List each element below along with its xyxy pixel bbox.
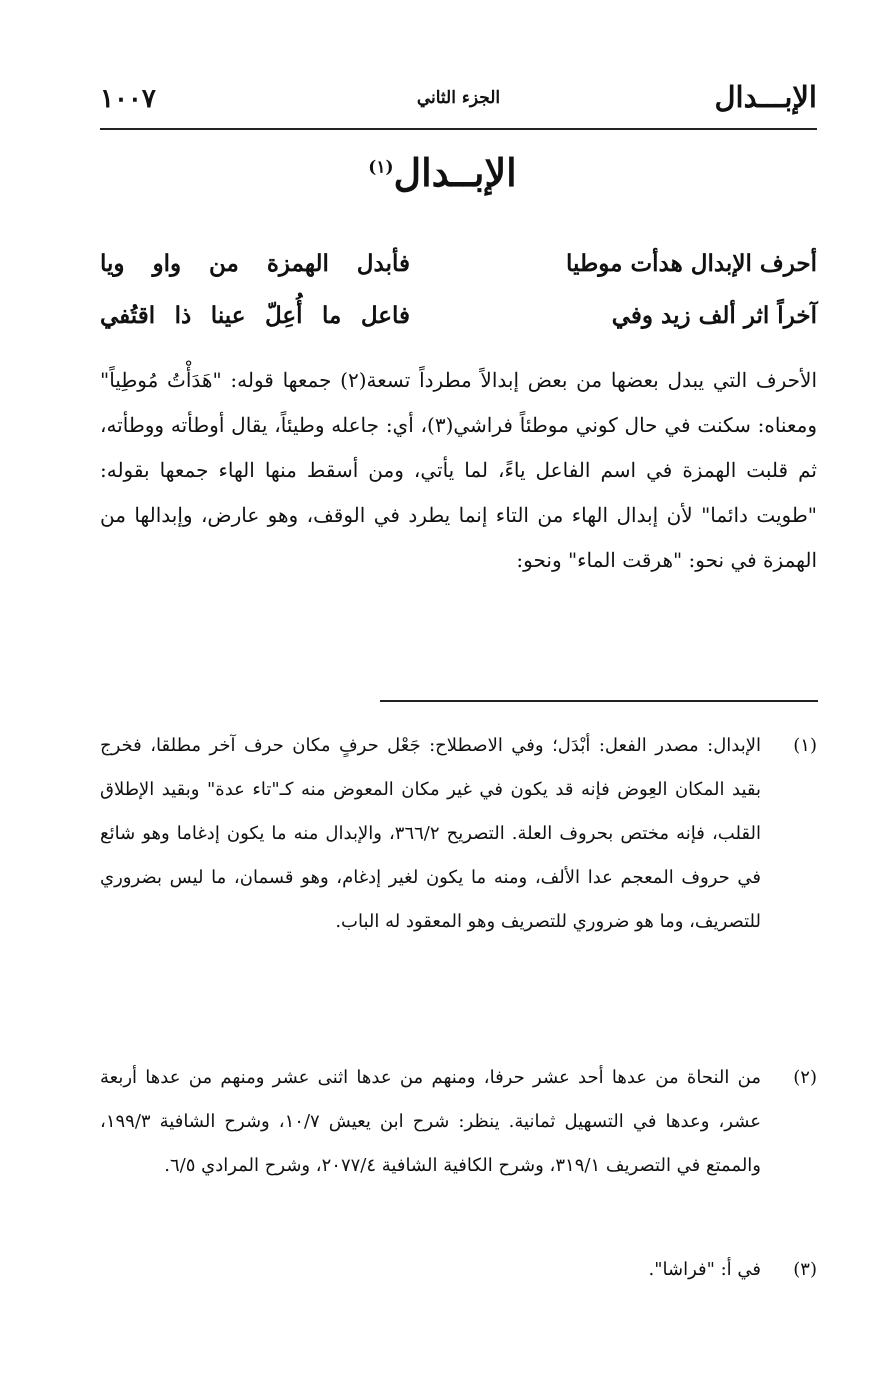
verse-1-second-hemistich: فأبدل الهمزة من واو ويا — [100, 250, 410, 277]
footnote-number: (٣) — [793, 1259, 817, 1280]
commentary-paragraph: الأحرف التي يبدل بعضها من بعض إبدالاً مطرداً تسعة(٢) جمعها قوله: "هَدَأْتُ مُوطِياً" ومعناه: سكنت في حال كوني موطئاً فراشي(٣)، أي: جاعله وطيئاً، يقال أوطأته ووطأته، ثم قلبت الهمزة في اسم الفاعل ياءً، لما يأتي، ومن أسقط منها الهاء جمعها بقوله: "طويت دائما" لأن إبدال الهاء من التاء إنما يطرد في الوقف، وهو عارض، وإبدالها من الهمزة في نحو: "هرقت الماء" ونحو: — [100, 368, 817, 572]
section-title-text: الإبــدال — [393, 150, 517, 195]
footnote-text: من النحاة من عدها أحد عشر حرفا، ومنهم من عدها اثنى عشر ومنهم من عدها أربعة عشر، وعدها في التسهيل ثمانية. ينظر: شرح ابن يعيش ١٠/٧، وشرح الشافية ١٩٩/٣، والممتع في التصريف ٣١٩/١، وشرح الكافية الشافية ٢٠٧٧/٤، وشرح المرادي ٦/٥. — [100, 1067, 762, 1176]
verse-line-2 — [100, 302, 817, 346]
footnote-number: (١) — [793, 735, 817, 756]
part-label: الجزء الثاني — [416, 88, 501, 108]
footnote-1 — [100, 724, 817, 944]
chapter-title: الإبـــدال — [714, 80, 817, 114]
footnote-separator — [380, 700, 818, 702]
verse-2-first-hemistich: آخراً اثر ألف زيد وفي — [611, 302, 817, 329]
footnote-2 — [100, 1056, 817, 1188]
footnote-text: في أ: "فراشا". — [648, 1259, 761, 1280]
footnote-3 — [100, 1248, 817, 1292]
section-title — [0, 150, 885, 195]
verse-1-first-hemistich: أحرف الإبدال هدأت موطيا — [566, 250, 817, 277]
verse-2-second-hemistich: فاعل ما أُعِلّ عينا ذا اقتُفي — [100, 302, 410, 329]
running-header — [100, 80, 817, 124]
footnote-text: الإبدال: مصدر الفعل: أبْدَل؛ وفي الاصطلاح: جَعْل حرفٍ مكان حرف آخر مطلقا، فخرج بقيد المكان العِوض فإنه قد يكون في غير مكان المعوض منه كـ"تاء عدة" وبقيد الإطلاق القلب، فإنه مختص بحروف العلة. التصريح ٣٦٦/٢، والإبدال منه ما يكون إدغاما وهو شائع في حروف المعجم عدا الألف، ومنه ما يكون لغير إدغام، وهو قسمان، ما ليس بضروري للتصريف، وما هو ضروري للتصريف وهو المعقود له الباب. — [100, 735, 761, 932]
footnote-number: (٢) — [793, 1067, 817, 1088]
verse-line-1 — [100, 250, 817, 294]
page-number: ١٠٠٧ — [100, 84, 156, 114]
header-rule — [100, 128, 817, 130]
title-footnote-ref: (١) — [368, 157, 394, 178]
